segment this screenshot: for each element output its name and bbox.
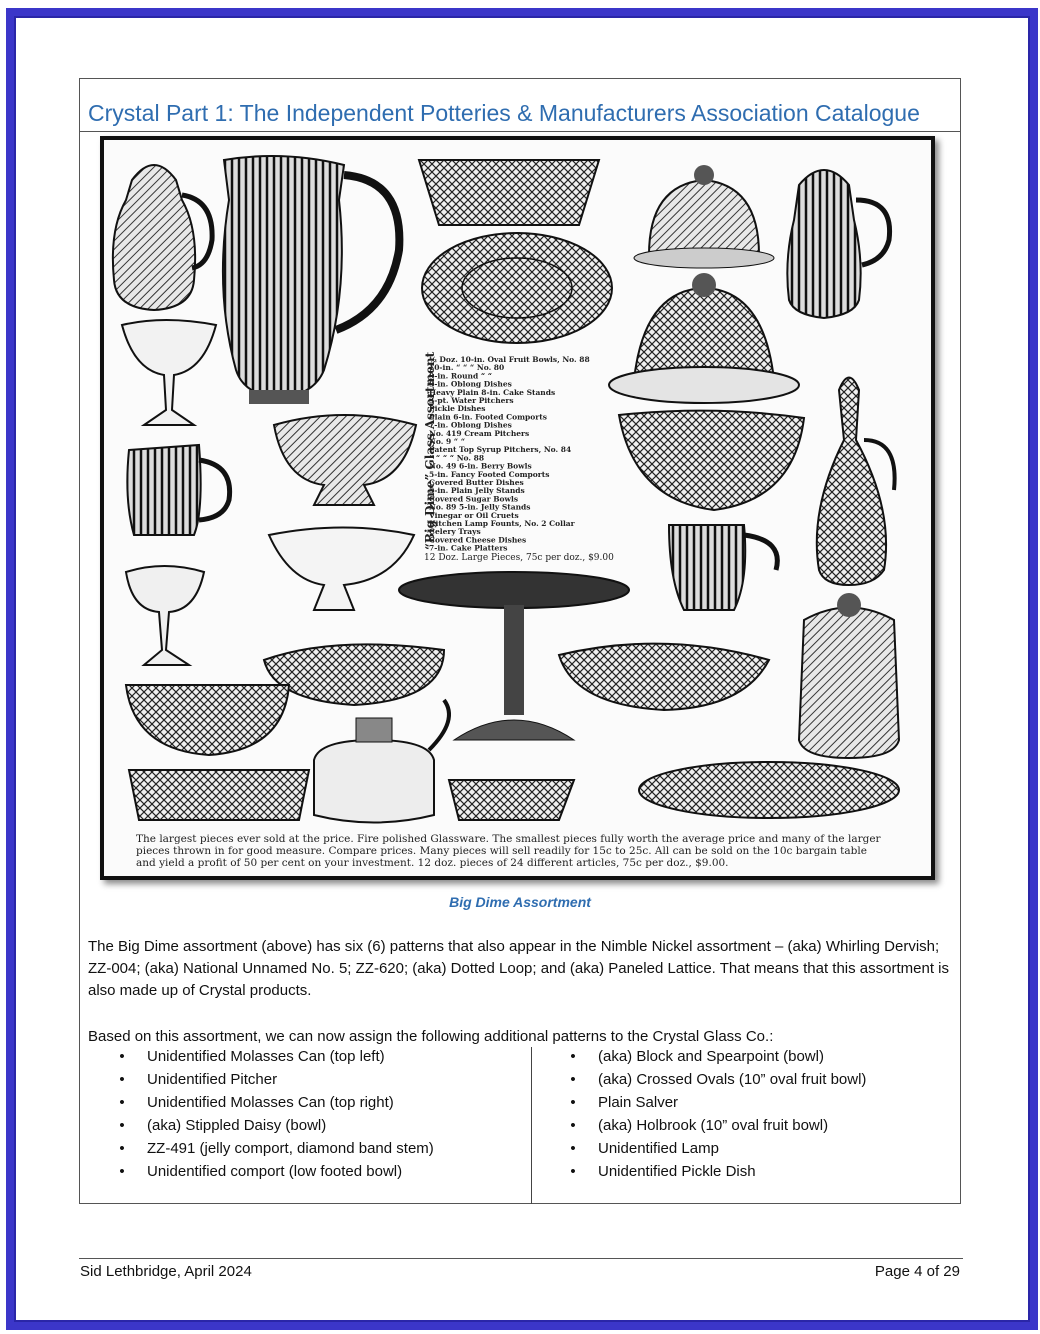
list-item: • (aka) Stippled Daisy (bowl): [117, 1114, 434, 1137]
list-item: • Unidentified comport (low footed bowl): [117, 1160, 434, 1183]
low-footed-bowl: [269, 528, 414, 611]
footed-bowl-daisy: [274, 415, 416, 505]
catalog-item-line: 7-in. Oblong Dishes: [429, 420, 512, 430]
catalog-item-line: 9-in. Round “ “: [429, 371, 493, 381]
list-item: • ZZ-491 (jelly comport, diamond band stem): [117, 1137, 434, 1160]
catalog-item-line: Plain 6-in. Footed Comports: [429, 412, 547, 422]
catalog-item-line: No. 419 Cream Pitchers: [429, 428, 530, 438]
list-item: • Unidentified Molasses Can (top left): [117, 1045, 434, 1068]
berry-bowl: [619, 411, 804, 510]
catalog-item-line: Patent Top Syrup Pitchers, No. 84: [429, 445, 572, 455]
oval-bowl-holbrook: [559, 644, 769, 710]
block-bowl: [126, 685, 289, 755]
molasses-can-left: [113, 165, 212, 310]
catalog-item-line: Covered Sugar Bowls: [429, 494, 519, 504]
footer-author-date: Sid Lethbridge, April 2024: [80, 1263, 252, 1280]
pattern-list-left: [117, 1045, 434, 1183]
catalog-bottom-line-1: The largest pieces ever sold at the price. Fire polished Glassware. The smallest pieces fully worth the average price and many of the larger: [136, 833, 881, 845]
catalog-item-line: “ “ “ “ No. 88: [429, 453, 485, 463]
oval-bowl-crossed: [264, 644, 444, 705]
catalog-bottom-text: [136, 833, 882, 869]
catalog-item-line: Pickle Dishes: [429, 404, 486, 414]
catalog-item-line: Kitchen Lamp Founts, No. 2 Collar: [429, 519, 575, 528]
cream-pitcher-right: [669, 525, 777, 610]
list-item: • (aka) Holbrook (10” oval fruit bowl): [568, 1114, 866, 1137]
paragraph-intro: The Big Dime assortment (above) has six (6) patterns that also appear in the Nimble Nickel assortment – (aka) Whirling Dervish; ZZ-004; (aka) National Unnamed No. 5; ZZ-620; (aka) Dotted Loop; and (aka) Paneled Lattice. That means that this assortment is also made up of Crystal products.: [88, 938, 949, 999]
jelly-comport: [126, 566, 204, 665]
catalog-item-line: 9-in. Oblong Dishes: [429, 379, 512, 389]
catalog-list: [423, 351, 614, 563]
list-item: • Plain Salver: [568, 1091, 866, 1114]
list-item: • Unidentified Lamp: [568, 1137, 866, 1160]
footer-page-number: Page 4 of 29: [874, 1263, 960, 1280]
catalog-item-line: Covered Cheese Dishes: [429, 535, 527, 545]
footer-divider: [79, 1258, 963, 1259]
catalog-item-line: Vinegar or Oil Cruets: [429, 510, 519, 520]
list-item: • Unidentified Pickle Dish: [568, 1160, 866, 1183]
cream-pitcher-left: [127, 445, 229, 535]
oblong-dish-top: [419, 160, 599, 225]
list-column-divider: [531, 1047, 532, 1204]
catalog-bottom-line-3: and yield a profit of 50 per cent on your investment. 12 doz. pieces of 24 different articles, 75c per doz., $9.00.: [136, 857, 729, 869]
catalog-item-line: Heavy Plain 8-in. Cake Stands: [429, 387, 556, 397]
catalog-item-line: 5-in. Fancy Footed Comports: [429, 469, 550, 479]
catalog-item-line: No. 49 6-in. Berry Bowls: [429, 461, 532, 471]
catalog-drawing: [104, 140, 931, 876]
vinegar-cruet: [817, 378, 895, 586]
compote-small: [122, 320, 216, 425]
tall-pitcher: [223, 156, 399, 404]
paragraph-assign: Based on this assortment, we can now assign the following additional patterns to the Crystal Glass Co.:: [88, 1028, 774, 1045]
molasses-can-right: [787, 170, 889, 318]
catalog-item-line: No. 9 “ “: [429, 437, 466, 446]
catalog-item-line: 3-pt. Water Pitchers: [429, 396, 514, 405]
list-item: • Unidentified Molasses Can (top right): [117, 1091, 434, 1114]
covered-butter-dish: [634, 165, 774, 268]
covered-sugar-bowl: [799, 593, 899, 758]
catalog-item-line: Covered Butter Dishes: [429, 478, 524, 487]
pattern-list-right: [568, 1045, 866, 1183]
kitchen-lamp: [314, 700, 449, 823]
list-item: • (aka) Block and Spearpoint (bowl): [568, 1045, 866, 1068]
catalog-item-line: 10-in. “ “ “ No. 80: [429, 363, 505, 373]
catalog-item-line: Celery Trays: [429, 527, 481, 537]
catalog-item-line: 7-in. Cake Platters: [429, 543, 508, 553]
figure-caption: Big Dime Assortment: [449, 894, 591, 910]
list-item: • Unidentified Pitcher: [117, 1068, 434, 1091]
oval-fruit-bowl-top: [422, 233, 612, 343]
covered-cheese-dish: [609, 273, 799, 403]
catalog-illustration: [100, 136, 935, 880]
catalog-item-line: No. 89 5-in. Jelly Stands: [429, 502, 531, 512]
catalog-item-line: 5-in. Plain Jelly Stands: [429, 486, 525, 496]
page-title: Crystal Part 1: The Independent Potteries & Manufacturers Association Catalogue: [88, 100, 920, 126]
catalog-item-line: ½ Doz. 10-in. Oval Fruit Bowls, No. 88: [429, 355, 590, 364]
cake-platter: [639, 762, 899, 818]
catalog-total-line: 12 Doz. Large Pieces, 75c per doz., $9.00: [424, 553, 614, 563]
title-divider: [80, 131, 960, 132]
list-item: • (aka) Crossed Ovals (10” oval fruit bowl): [568, 1068, 866, 1091]
catalog-bottom-line-2: pieces thrown in for good measure. Compare prices. Many pieces will sell readily for 15c to 25c. All can be sold on the 10c bargain table: [136, 845, 867, 857]
catalog-vertical-heading: “Big Dime” Glass Assortment: [423, 351, 437, 550]
celery-tray: [129, 770, 309, 820]
pickle-dish: [449, 780, 574, 820]
